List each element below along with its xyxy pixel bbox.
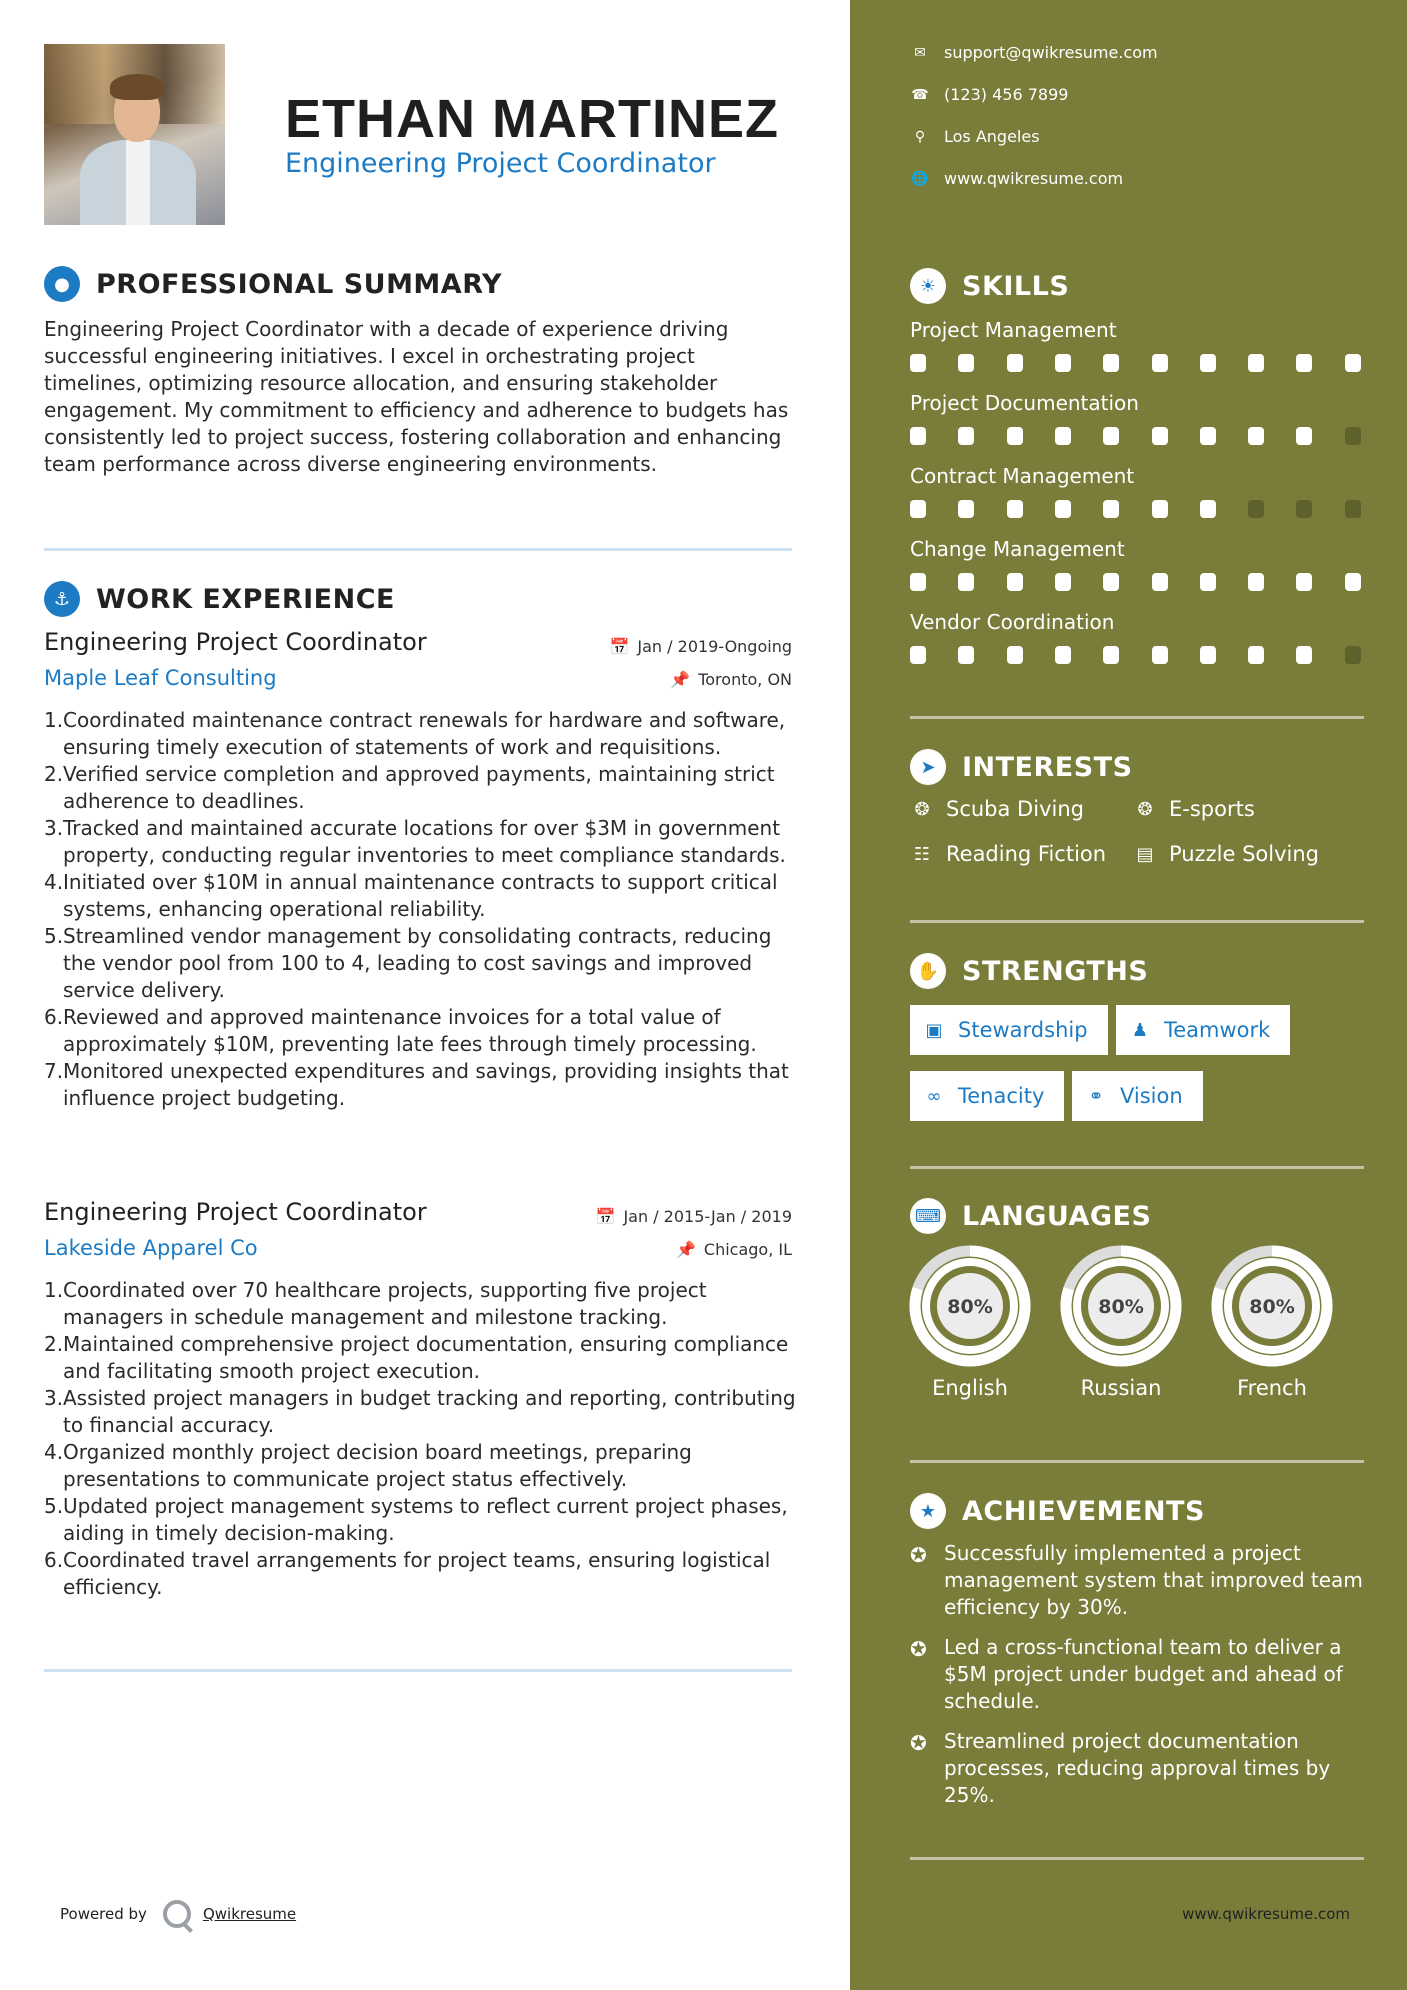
skill-name: Project Management bbox=[910, 318, 1117, 342]
star-icon: ✪ bbox=[910, 1637, 927, 1661]
powered-by: Powered by Qwikresume bbox=[60, 1900, 296, 1928]
languages-heading: ⌨ LANGUAGES bbox=[910, 1198, 1151, 1234]
binoculars-icon: ⚭ bbox=[1088, 1085, 1104, 1107]
skill-dot bbox=[1248, 500, 1264, 518]
job-bullet: 5. Streamlined vendor management by consolidating contracts, reducing the vendor pool from 100 to 4, leading to cost savings and improved service delivery. bbox=[44, 924, 772, 1002]
divider bbox=[44, 1669, 792, 1672]
skill-dot bbox=[910, 573, 926, 591]
language-name: Russian bbox=[1080, 1376, 1162, 1400]
skill-dot bbox=[1248, 427, 1264, 445]
contact-email[interactable]: ✉ support@qwikresume.com bbox=[910, 43, 1158, 62]
skill-dot bbox=[1345, 500, 1361, 518]
achievements-heading: ★ ACHIEVEMENTS bbox=[910, 1493, 1205, 1529]
skill-dot bbox=[1055, 354, 1071, 372]
skill-dot bbox=[1296, 573, 1312, 591]
qwikresume-logo-icon bbox=[163, 1900, 191, 1928]
language-gauge bbox=[908, 1244, 1032, 1400]
job-location: 📌 Chicago, IL bbox=[675, 1240, 792, 1259]
skill-dot bbox=[958, 500, 974, 518]
strength-badge: ⚭ Vision bbox=[1072, 1071, 1203, 1121]
skill-dot bbox=[1200, 573, 1216, 591]
interest-item: ❂ Scuba Diving bbox=[910, 797, 1084, 821]
skill-dot bbox=[1296, 427, 1312, 445]
strength-badge: ♟ Teamwork bbox=[1116, 1005, 1290, 1055]
star-icon: ✪ bbox=[910, 1543, 927, 1567]
contact-website[interactable]: 🌐 www.qwikresume.com bbox=[911, 169, 1124, 188]
strengths-heading: ✋ STRENGTHS bbox=[910, 953, 1148, 989]
job-bullet: 6. Coordinated travel arrangements for project teams, ensuring logistical efficiency. bbox=[44, 1548, 771, 1599]
skill-rating bbox=[910, 646, 1364, 664]
globe-icon: 🌐 bbox=[911, 170, 929, 187]
job-bullet: 2. Verified service completion and approved payments, maintaining strict adherence to deadlines. bbox=[44, 762, 775, 813]
pin-icon: 📌 bbox=[675, 1240, 696, 1259]
skill-dot bbox=[1296, 646, 1312, 664]
divider bbox=[910, 1460, 1364, 1463]
gamepad-icon: ☷ bbox=[913, 843, 931, 865]
job-title: Engineering Project Coordinator bbox=[44, 628, 427, 656]
skill-dot bbox=[958, 573, 974, 591]
job-bullet: 3. Assisted project managers in budget tracking and reporting, contributing to financial accuracy. bbox=[44, 1386, 796, 1437]
job-bullet: 7. Monitored unexpected expenditures and savings, providing insights that influence project budgeting. bbox=[44, 1059, 789, 1110]
skill-dot bbox=[1152, 573, 1168, 591]
skill-dot bbox=[1248, 573, 1264, 591]
book-icon: ▤ bbox=[1136, 843, 1154, 865]
phone-icon: ☎ bbox=[911, 86, 929, 103]
candidate-role: Engineering Project Coordinator bbox=[285, 148, 716, 179]
skill-dot bbox=[1345, 573, 1361, 591]
user-icon: ● bbox=[44, 266, 80, 302]
skill-dot bbox=[1200, 354, 1216, 372]
skill-dot bbox=[1007, 427, 1023, 445]
language-gauge bbox=[1059, 1244, 1183, 1400]
brand-link[interactable]: Qwikresume bbox=[202, 1905, 297, 1923]
job-bullet: 5. Updated project management systems to reflect current project phases, aiding in timely decision-making. bbox=[44, 1494, 788, 1545]
experience-title: WORK EXPERIENCE bbox=[96, 583, 395, 615]
language-percent: 80% bbox=[1249, 1296, 1295, 1318]
skill-dot bbox=[1296, 354, 1312, 372]
skill-dot bbox=[1055, 573, 1071, 591]
achievement-item: ✪ Successfully implemented a project management system that improved team efficiency by 30%. bbox=[910, 1541, 1363, 1619]
footer-url[interactable]: www.qwikresume.com bbox=[1182, 1905, 1350, 1923]
skill-rating bbox=[910, 354, 1364, 372]
interest-item: ☷ Reading Fiction bbox=[910, 842, 1106, 866]
skill-dot bbox=[1200, 427, 1216, 445]
job-bullet: 4. Organized monthly project decision board meetings, preparing presentations to communicate project status effectively. bbox=[44, 1440, 692, 1491]
summary-text: Engineering Project Coordinator with a decade of experience driving successful engineering initiatives. I excel in orchestrating project timelines, optimizing resource allocation, and ensuring stakeholder engagement. My commitment to efficiency and adherence to budgets has consistently led to project success, fostering collaboration and enhancing team performance across diverse engineering environments. bbox=[44, 317, 789, 476]
skill-dot bbox=[1055, 427, 1071, 445]
contact-phone[interactable]: ☎ (123) 456 7899 bbox=[911, 85, 1069, 104]
skill-dot bbox=[1055, 500, 1071, 518]
job-dates: 📅 Jan / 2015-Jan / 2019 bbox=[595, 1207, 792, 1226]
skill-dot bbox=[1103, 500, 1119, 518]
skill-dot bbox=[1007, 646, 1023, 664]
users-icon: ♟ bbox=[1131, 1019, 1149, 1041]
job-bullet: 1. Coordinated maintenance contract renewals for hardware and software, ensuring timely execution of statements of work and requisitions. bbox=[44, 708, 786, 759]
skill-dot bbox=[1103, 573, 1119, 591]
profile-photo bbox=[44, 44, 225, 225]
interests-heading: ➤ INTERESTS bbox=[910, 749, 1133, 785]
candidate-name: ETHAN MARTINEZ bbox=[285, 89, 779, 149]
language-percent: 80% bbox=[1098, 1296, 1144, 1318]
skill-name: Project Documentation bbox=[910, 391, 1139, 415]
summary-heading bbox=[44, 266, 502, 302]
skill-dot bbox=[1152, 500, 1168, 518]
skill-dot bbox=[910, 500, 926, 518]
skill-dot bbox=[1152, 354, 1168, 372]
link-icon: ∞ bbox=[926, 1085, 942, 1107]
skill-rating bbox=[910, 427, 1364, 445]
skill-rating bbox=[910, 500, 1364, 518]
job-dates: 📅 Jan / 2019-Ongoing bbox=[609, 637, 792, 656]
divider bbox=[910, 716, 1364, 719]
star-icon: ✪ bbox=[910, 1731, 927, 1755]
language-name: French bbox=[1237, 1376, 1307, 1400]
lightbulb-icon: ☀ bbox=[910, 268, 946, 304]
divider bbox=[910, 920, 1364, 923]
skill-dot bbox=[958, 427, 974, 445]
job-bullet: 6. Reviewed and approved maintenance invoices for a total value of approximately $10M, preventing late fees through timely processing. bbox=[44, 1005, 757, 1056]
skill-dot bbox=[1248, 354, 1264, 372]
skill-dot bbox=[910, 354, 926, 372]
sidebar bbox=[850, 0, 1407, 1990]
lifebuoy-icon: ❂ bbox=[1137, 798, 1153, 820]
skill-dot bbox=[1152, 427, 1168, 445]
skill-dot bbox=[1007, 573, 1023, 591]
paper-plane-icon: ➤ bbox=[910, 749, 946, 785]
skill-dot bbox=[1007, 500, 1023, 518]
skill-dot bbox=[1248, 646, 1264, 664]
job-bullet: 3. Tracked and maintained accurate locations for over $3M in government property, conducting regular inventories to meet compliance standards. bbox=[44, 816, 786, 867]
skill-dot bbox=[1345, 427, 1361, 445]
skill-dot bbox=[958, 646, 974, 664]
skill-name: Change Management bbox=[910, 537, 1125, 561]
summary-title: PROFESSIONAL SUMMARY bbox=[96, 268, 503, 300]
skill-dot bbox=[1103, 427, 1119, 445]
job-title: Engineering Project Coordinator bbox=[44, 1198, 427, 1226]
briefcase-icon: ▣ bbox=[925, 1019, 943, 1041]
interest-item: ▤ Puzzle Solving bbox=[1133, 842, 1319, 866]
fist-icon: ✋ bbox=[910, 953, 946, 989]
skill-dot bbox=[1296, 500, 1312, 518]
calendar-icon: 📅 bbox=[609, 637, 630, 656]
language-name: English bbox=[932, 1376, 1008, 1400]
skill-dot bbox=[1103, 354, 1119, 372]
language-percent: 80% bbox=[947, 1296, 993, 1318]
location-icon: ⚲ bbox=[914, 128, 926, 145]
skill-dot bbox=[958, 354, 974, 372]
briefcase-chair-icon: ⚓ bbox=[44, 581, 80, 617]
contact-location: ⚲ Los Angeles bbox=[910, 127, 1040, 146]
skill-dot bbox=[1200, 646, 1216, 664]
interest-item: ❂ E-sports bbox=[1133, 797, 1255, 821]
pin-icon: 📌 bbox=[670, 670, 691, 689]
job-bullet: 1. Coordinated over 70 healthcare projects, supporting five project managers in schedule management and milestone tracking. bbox=[44, 1278, 707, 1329]
skill-dot bbox=[910, 646, 926, 664]
translate-icon: ⌨ bbox=[910, 1198, 946, 1234]
skill-dot bbox=[910, 427, 926, 445]
calendar-icon: 📅 bbox=[595, 1207, 616, 1226]
skill-name: Contract Management bbox=[910, 464, 1135, 488]
skill-dot bbox=[1345, 354, 1361, 372]
achievement-item: ✪ Streamlined project documentation processes, reducing approval times by 25%. bbox=[910, 1729, 1331, 1807]
job-bullets bbox=[44, 1277, 796, 1601]
job-bullets bbox=[44, 707, 796, 1112]
skill-rating bbox=[910, 573, 1364, 591]
job-bullet: 2. Maintained comprehensive project documentation, ensuring compliance and facilitating smooth project execution. bbox=[44, 1332, 789, 1383]
skill-dot bbox=[1345, 646, 1361, 664]
strength-badge: ∞ Tenacity bbox=[910, 1071, 1064, 1121]
lifebuoy-icon: ❂ bbox=[914, 798, 930, 820]
experience-heading bbox=[44, 581, 395, 617]
star-badge-icon: ★ bbox=[910, 1493, 946, 1529]
divider bbox=[44, 548, 792, 551]
achievement-item: ✪ Led a cross-functional team to deliver a $5M project under budget and ahead of schedule. bbox=[910, 1635, 1343, 1713]
envelope-icon: ✉ bbox=[914, 44, 926, 61]
job-bullet: 4. Initiated over $10M in annual maintenance contracts to support critical systems, enhancing operational reliability. bbox=[44, 870, 778, 921]
job-company: Maple Leaf Consulting bbox=[44, 666, 277, 690]
skill-dot bbox=[1007, 354, 1023, 372]
strength-badge: ▣ Stewardship bbox=[910, 1005, 1108, 1055]
skills-heading: ☀ SKILLS bbox=[910, 268, 1069, 304]
job-location: 📌 Toronto, ON bbox=[670, 670, 792, 689]
divider bbox=[910, 1857, 1364, 1860]
skill-dot bbox=[1103, 646, 1119, 664]
divider bbox=[910, 1166, 1364, 1169]
skill-dot bbox=[1055, 646, 1071, 664]
language-gauge bbox=[1210, 1244, 1334, 1400]
skill-dot bbox=[1200, 500, 1216, 518]
job-company: Lakeside Apparel Co bbox=[44, 1236, 258, 1260]
skill-name: Vendor Coordination bbox=[910, 610, 1115, 634]
skill-dot bbox=[1152, 646, 1168, 664]
